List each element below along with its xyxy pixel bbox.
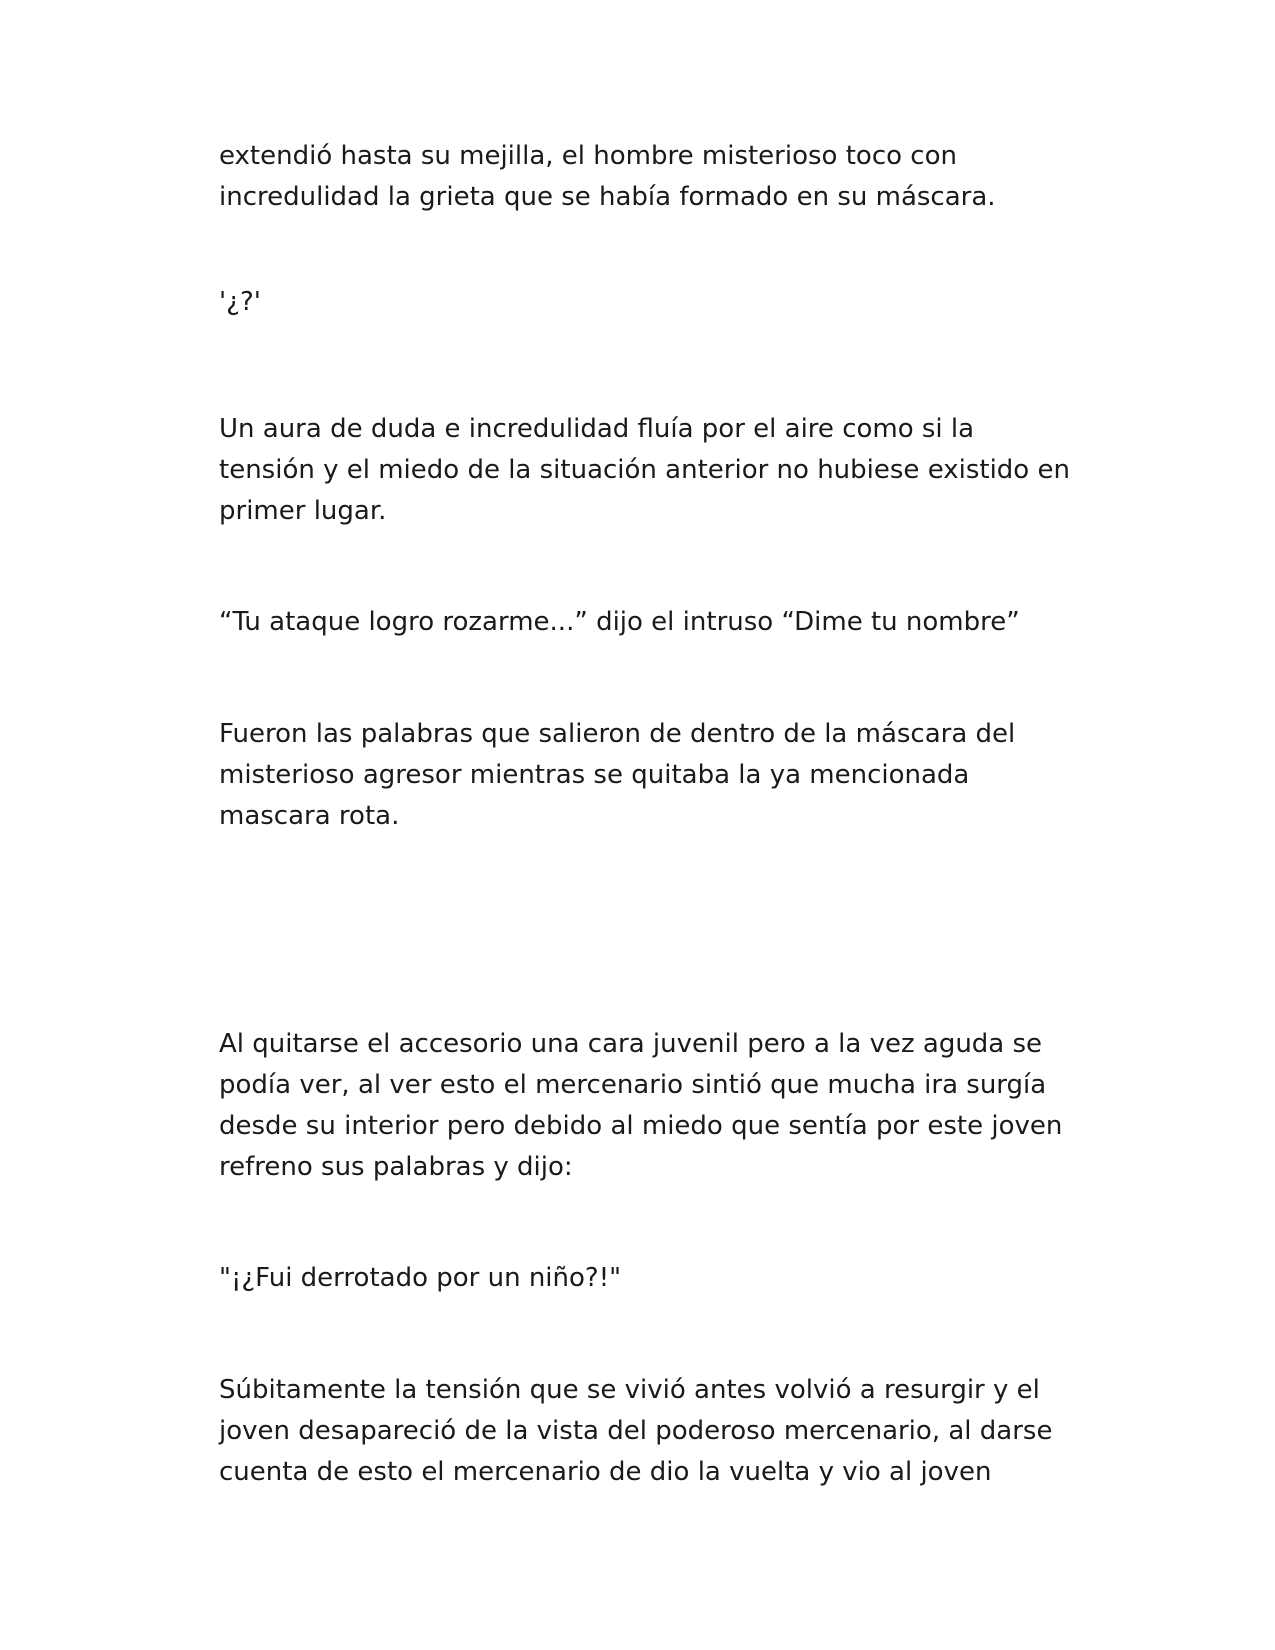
text-line: joven desapareció de la vista del poderoso mercenario, al darse <box>219 1416 1053 1446</box>
text-line: extendió hasta su mejilla, el hombre misterioso toco con <box>219 141 957 171</box>
text-line: primer lugar. <box>219 496 387 526</box>
text-line: cuenta de esto el mercenario de dio la vuelta y vio al joven <box>219 1457 992 1487</box>
paragraph-4 <box>219 602 1079 643</box>
paragraph-1 <box>219 136 1079 218</box>
text-line: '¿?' <box>219 287 261 317</box>
text-line: "¡¿Fui derrotado por un niño?!" <box>219 1263 622 1293</box>
text-line: desde su interior pero debido al miedo que sentía por este joven <box>219 1111 1063 1141</box>
paragraph-3 <box>219 409 1079 532</box>
text-line: tensión y el miedo de la situación anterior no hubiese existido en <box>219 455 1070 485</box>
text-line: Un aura de duda e incredulidad fluía por el aire como si la <box>219 414 975 444</box>
paragraph-5 <box>219 714 1079 837</box>
text-line: “Tu ataque logro rozarme...” dijo el intruso “Dime tu nombre” <box>219 607 1020 637</box>
text-line: refreno sus palabras y dijo: <box>219 1152 573 1182</box>
text-line: mascara rota. <box>219 801 400 831</box>
paragraph-6 <box>219 1024 1079 1188</box>
text-line: podía ver, al ver esto el mercenario sintió que mucha ira surgía <box>219 1070 1047 1100</box>
paragraph-8 <box>219 1370 1079 1493</box>
text-line: Al quitarse el accesorio una cara juvenil pero a la vez aguda se <box>219 1029 1043 1059</box>
text-line: Fueron las palabras que salieron de dentro de la máscara del <box>219 719 1016 749</box>
text-line: incredulidad la grieta que se había formado en su máscara. <box>219 182 996 212</box>
paragraph-7 <box>219 1258 1079 1299</box>
paragraph-2 <box>219 282 1079 323</box>
text-line: misterioso agresor mientras se quitaba la ya mencionada <box>219 760 970 790</box>
text-line: Súbitamente la tensión que se vivió antes volvió a resurgir y el <box>219 1375 1040 1405</box>
